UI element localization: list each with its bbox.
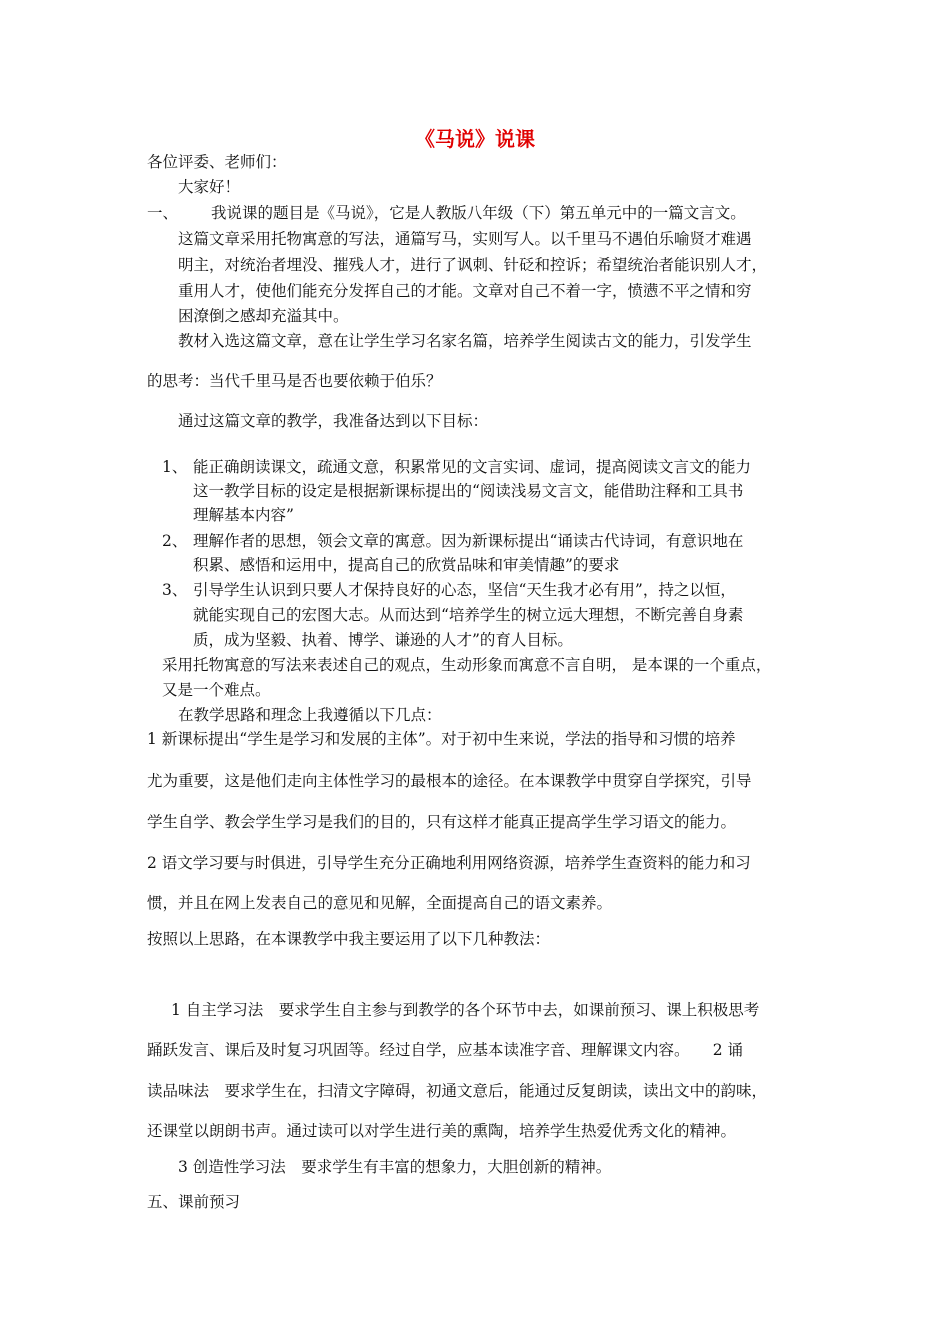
keypoint-line: 又是一个难点。 (162, 681, 271, 699)
hello: 大家好！ (178, 178, 241, 196)
goal-number: 2、 (162, 532, 188, 550)
section1-line: 这篇文章采用托物寓意的写法，通篇写马，实则写人。以千里马不遇伯乐喻贤才难遇 (178, 230, 752, 248)
goal-line: 质，成为坚毅、执着、博学、谦逊的人才”的育人目标。 (193, 631, 573, 649)
goal-line: 就能实现自己的宏图大志。从而达到“培养学生的树立远大理想，不断完善自身素 (193, 606, 744, 624)
section5-heading: 五、课前预习 (147, 1193, 241, 1211)
goal-line: 能正确朗读课文，疏通文意，积累常见的文言实词、虚词，提高阅读文言文的能力 (193, 458, 752, 476)
method-line: 1 自主学习法 要求学生自主参与到教学的各个环节中去，如课前预习、课上积极思考 (171, 1001, 760, 1019)
goal-line: 这一教学目标的设定是根据新课标提出的“阅读浅易文言文，能借助注释和工具书 (193, 482, 744, 500)
goal-line: 积累、感悟和运用中，提高自己的欣赏品味和审美情趣”的要求 (193, 556, 620, 574)
section1-line: 困潦倒之感却充溢其中。 (178, 307, 349, 325)
method-line: 3 创造性学习法 要求学生有丰富的想象力，大胆创新的精神。 (178, 1158, 612, 1176)
page-title: 《马说》说课 (415, 127, 535, 151)
principles-intro: 在教学思路和理念上我遵循以下几点： (178, 706, 442, 724)
principle-line: 学生自学、教会学生学习是我们的目的，只有这样才能真正提高学生学习语文的能力。 (147, 813, 737, 831)
principle-line: 尤为重要，这是他们走向主体性学习的最根本的途径。在本课教学中贯穿自学探究，引导 (147, 772, 752, 790)
principle-line: 1 新课标提出“学生是学习和发展的主体”。对于初中生来说，学法的指导和习惯的培养 (147, 730, 736, 748)
principle-line: 2 语文学习要与时俱进，引导学生充分正确地利用网络资源，培养学生查资料的能力和习 (147, 854, 751, 872)
section1-marker: 一、 (147, 204, 179, 222)
method-line: 踊跃发言、课后及时复习巩固等。经过自学，应基本读准字音、理解课文内容。 2 诵 (147, 1041, 744, 1059)
keypoint-line: 采用托物寓意的写法来表述自己的观点，生动形象而寓意不言自明， 是本课的一个重点， (162, 656, 772, 674)
section1-line: 教材入选这篇文章，意在让学生学习名家名篇，培养学生阅读古文的能力，引发学生 (178, 332, 752, 350)
goal-number: 1、 (162, 458, 188, 476)
method-line: 还课堂以朗朗书声。通过读可以对学生进行美的熏陶，培养学生热爱优秀文化的精神。 (147, 1122, 737, 1140)
principle-line: 惯，并且在网上发表自己的意见和见解，全面提高自己的语文素养。 (147, 894, 613, 912)
goal-line: 引导学生认识到只要人才保持良好的心态，坚信“天生我才必有用”，持之以恒， (193, 581, 736, 599)
greeting: 各位评委、老师们： (147, 153, 287, 171)
goal-line: 理解作者的思想，领会文章的寓意。因为新课标提出“诵读古代诗词，有意识地在 (193, 532, 744, 550)
method-line: 读品味法 要求学生在，扫清文字障碍，初通文意后，能通过反复朗读，读出文中的韵味， (147, 1082, 768, 1100)
section1-line: 我说课的题目是《马说》，它是人教版八年级（下）第五单元中的一篇文言文。 (211, 204, 746, 222)
goal-number: 3、 (162, 581, 188, 599)
methods-intro: 按照以上思路，在本课教学中我主要运用了以下几种教法： (147, 930, 551, 948)
section1-line: 重用人才，使他们能充分发挥自己的才能。文章对自己不着一字，愤懑不平之情和穷 (178, 282, 752, 300)
thinking-line: 的思考：当代千里马是否也要依赖于伯乐？ (147, 372, 442, 390)
goals-intro: 通过这篇文章的教学，我准备达到以下目标： (178, 412, 489, 430)
section1-line: 明主，对统治者埋没、摧残人才，进行了讽刺、针砭和控诉；希望统治者能识别人才， (178, 256, 768, 274)
goal-line: 理解基本内容” (193, 506, 294, 524)
